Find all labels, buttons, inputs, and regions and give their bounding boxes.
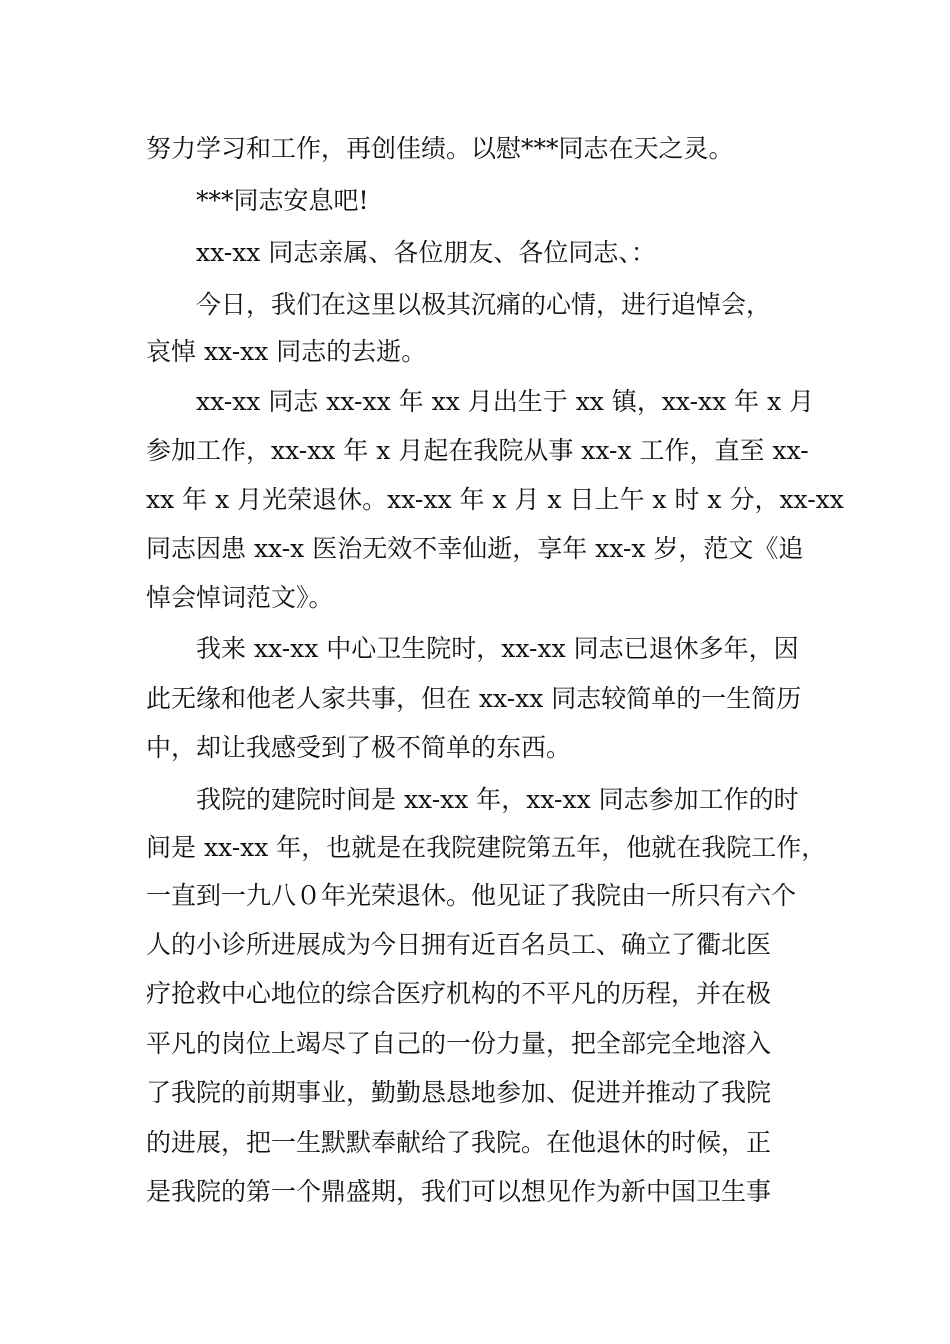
text-line: 人的小诊所进展成为今日拥有近百名员工、确立了衢北医 (146, 930, 772, 959)
text-line: 悼会悼词范文》。 (146, 583, 334, 612)
text-line: 疗抢救中心地位的综合医疗机构的不平凡的历程，并在极 (146, 979, 772, 1008)
text-line: 间是 xx-xx 年，也就是在我院建院第五年，他就在我院工作， (146, 833, 827, 862)
text-line: 哀悼 xx-xx 同志的去逝。 (146, 337, 427, 366)
text-line: 是我院的第一个鼎盛期，我们可以想见作为新中国卫生事 (146, 1177, 772, 1206)
text-line: 参加工作，xx-xx 年 x 月起在我院从事 xx-x 工作，直至 xx- (146, 436, 809, 465)
text-line: 了我院的前期事业，勤勤恳恳地参加、促进并推动了我院 (146, 1078, 772, 1107)
text-line: 今日，我们在这里以极其沉痛的心情，进行追悼会， (196, 290, 772, 319)
text-line: xx 年 x 月光荣退休。xx-xx 年 x 月 x 日上午 x 时 x 分，xx-xx (146, 485, 844, 514)
text-line: 我来 xx-xx 中心卫生院时，xx-xx 同志已退休多年，因 (196, 634, 799, 663)
text-line: 中，却让我感受到了极不简单的东西。 (146, 733, 572, 762)
text-line: 此无缘和他老人家共事，但在 xx-xx 同志较简单的一生简历 (146, 684, 802, 713)
text-line: xx-xx 同志亲属、各位朋友、各位同志、： (196, 238, 656, 267)
text-line: 努力学习和工作，再创佳绩。以慰***同志在天之灵。 (146, 134, 734, 163)
text-line: 的进展，把一生默默奉献给了我院。在他退休的时候，正 (146, 1128, 772, 1157)
text-line: ***同志安息吧! (196, 186, 369, 215)
text-line: 一直到一九八０年光荣退休。他见证了我院由一所只有六个 (146, 881, 797, 910)
text-line: 同志因患 xx-x 医治无效不幸仙逝，享年 xx-x 岁，范文《追 (146, 534, 804, 563)
text-line: 平凡的岗位上竭尽了自己的一份力量，把全部完全地溶入 (146, 1029, 772, 1058)
text-line: 我院的建院时间是 xx-xx 年，xx-xx 同志参加工作的时 (196, 785, 799, 814)
text-line: xx-xx 同志 xx-xx 年 xx 月出生于 xx 镇，xx-xx 年 x 月 (196, 387, 815, 416)
